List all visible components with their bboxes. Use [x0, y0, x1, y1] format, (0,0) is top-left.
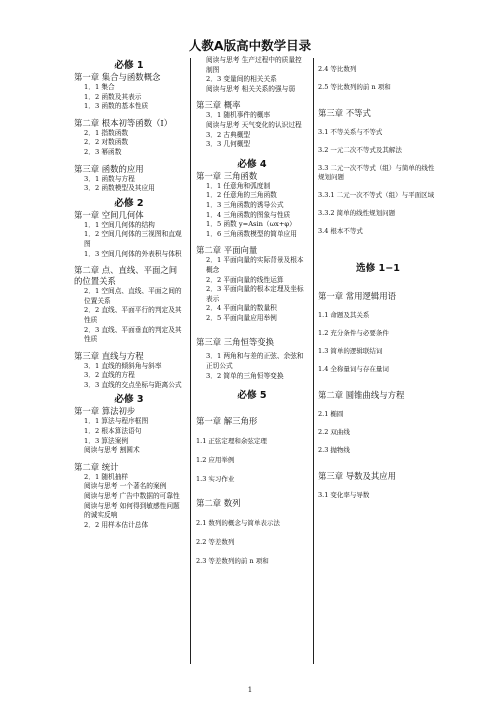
chapter-heading: 第二章 根本初等函数（Ⅰ） — [74, 117, 173, 128]
section-entry: 3.3.1 二元一次不等式（组）与平面区域 — [318, 191, 435, 199]
section-entry: 2．2 直线、平面平行的判定及其性质 — [84, 306, 182, 324]
chapter-heading: 第三章 三角恒等变换 — [196, 337, 275, 348]
section-entry: 2．3 直线、平面垂直的判定及其性质 — [84, 325, 182, 344]
section-entry: 2.5 等比数列的前 n 项和 — [318, 83, 391, 91]
section-entry: 1.4 全称量词与存在量词 — [318, 365, 389, 373]
section-entry: 3．3 几何概型 — [206, 140, 251, 149]
chapter-heading: 第三章 导数及其应用 — [318, 471, 397, 481]
section-entry: 阅读与思考 生产过程中的质量控制图 — [206, 56, 302, 74]
section-entry: 3．2 古典概型 — [206, 130, 251, 139]
section-entry: 2．5 平面向量应用举例 — [206, 313, 277, 322]
volume-heading: 必修 5 — [237, 390, 267, 402]
section-entry: 2．2 用样本估计总体 — [84, 520, 149, 529]
section-entry: 1.1 正弦定理和余弦定理 — [196, 437, 267, 446]
toc-column-2 — [196, 56, 308, 668]
section-entry: 3．2 直线的方程 — [84, 371, 135, 380]
section-entry: 2.3 抛物线 — [318, 446, 350, 454]
volume-heading: 选修 1−1 — [356, 263, 400, 274]
section-entry: 3．1 随机事件的概率 — [206, 111, 271, 120]
chapter-heading: 第二章 数列 — [196, 498, 241, 509]
section-entry: 阅读与思考 割圆术 — [84, 446, 140, 455]
section-entry: 1．2 空间几何体的三视图和直观图 — [84, 230, 182, 248]
section-entry: 2．1 平面向量的实际背景及根本概念 — [206, 256, 304, 274]
section-entry: 1.1 命题及其关系 — [318, 311, 370, 319]
section-entry: 阅读与思考 一个著名的案例 — [84, 482, 167, 491]
section-entry: 1．4 三角函数的图象与性质 — [206, 210, 291, 219]
section-entry: 2．3 平面向量的根本定理及坐标表示 — [206, 285, 304, 303]
section-entry: 阅读与思考 广告中数据的可靠性 — [84, 492, 180, 501]
section-entry: 1.2 充分条件与必要条件 — [318, 329, 389, 337]
volume-heading: 必修 1 — [114, 60, 144, 71]
volume-heading: 必修 2 — [114, 197, 144, 209]
chapter-heading: 第一章 集合与函数概念 — [74, 72, 161, 82]
section-entry: 3.4 根本不等式 — [318, 227, 363, 235]
section-entry: 3.3.2 简单的线性规划问题 — [318, 209, 396, 217]
chapter-heading: 第一章 常用逻辑用语 — [318, 291, 397, 301]
volume-heading: 必修 4 — [237, 158, 267, 170]
section-entry: 2.1 椭圆 — [318, 410, 344, 418]
section-entry: 1．2 函数及其表示 — [84, 92, 142, 101]
toc-column-1 — [74, 56, 184, 668]
section-entry: 2．3 幂函数 — [84, 147, 122, 156]
section-entry: 1．5 函数 y=Asin（ωx+φ） — [206, 220, 296, 229]
chapter-heading: 第一章 算法初步 — [74, 406, 136, 417]
column-divider — [190, 58, 191, 664]
chapter-heading: 第二章 圆锥曲线与方程 — [318, 390, 405, 400]
section-entry: 3．2 函数模型及其应用 — [84, 184, 155, 193]
section-entry: 2．4 平面向量的数量积 — [206, 304, 277, 313]
section-entry: 1.3 简单的逻辑联结词 — [318, 347, 383, 355]
section-entry: 3．1 直线的倾斜角与斜率 — [84, 361, 162, 370]
section-entry: 2.4 等比数列 — [318, 65, 357, 73]
section-entry: 1．2 任意角的三角函数 — [206, 191, 277, 200]
section-entry: 1．3 三角函数的诱导公式 — [206, 200, 284, 209]
chapter-heading: 第一章 三角函数 — [196, 170, 258, 181]
chapter-heading: 第三章 直线与方程 — [74, 350, 144, 361]
section-entry: 阅读与思考 天气变化的认识过程 — [206, 120, 302, 129]
section-entry: 2．3 变量间的相关关系 — [206, 75, 277, 84]
chapter-heading: 第一章 解三角形 — [196, 416, 258, 427]
section-entry: 3．1 两角和与差的正弦、余弦和正切公式 — [206, 352, 304, 371]
page-number: 1 — [247, 686, 253, 694]
chapter-heading: 第二章 统计 — [74, 461, 119, 472]
section-entry: 1．3 函数的基本性质 — [84, 102, 149, 111]
section-entry: 阅读与思考 如何得到敏感性问题的诚实反响 — [84, 501, 180, 520]
section-entry: 阅读与思考 相关关系的强与弱 — [206, 84, 296, 93]
page-title: 人教A版高中数学目录 — [188, 38, 312, 53]
section-entry: 1．1 集合 — [84, 83, 115, 91]
chapter-heading: 第三章 不等式 — [318, 108, 371, 118]
section-entry: 2.1 数列的概念与简单表示法 — [196, 519, 280, 528]
section-entry: 3．1 函数与方程 — [84, 174, 135, 183]
section-entry: 3.1 不等关系与不等式 — [318, 128, 383, 136]
section-entry: 3.2 一元二次不等式及其解法 — [318, 146, 402, 154]
section-entry: 1．6 三角函数模型的简单应用 — [206, 229, 297, 238]
chapter-heading: 第三章 概率 — [196, 100, 241, 111]
section-entry: 1.2 应用举例 — [196, 456, 235, 465]
section-entry: 2.2 双曲线 — [318, 428, 350, 436]
section-entry: 2．2 平面向量的线性运算 — [206, 275, 284, 284]
section-entry: 3．3 直线的交点坐标与距离公式 — [84, 380, 182, 389]
chapter-heading: 第一章 空间几何体 — [74, 209, 144, 220]
chapter-heading: 第二章 点、直线、平面之间的位置关系 — [74, 265, 178, 287]
section-entry: 1.3 实习作业 — [196, 475, 235, 484]
section-entry: 1．1 空间几何体的结构 — [84, 220, 155, 229]
section-entry: 2．1 指数函数 — [84, 128, 129, 137]
toc-column-3 — [318, 56, 438, 668]
section-entry: 1．1 任意角和弧度制 — [206, 181, 271, 190]
section-entry: 1．1 算法与程序框图 — [84, 417, 149, 426]
section-entry: 1．2 根本算法语句 — [84, 427, 142, 436]
section-entry: 1．3 算法案例 — [84, 436, 129, 445]
section-entry: 2.2 等差数列 — [196, 538, 235, 547]
section-entry: 2.3 等差数列的前 n 项和 — [196, 557, 269, 566]
chapter-heading: 第三章 函数的应用 — [74, 163, 144, 174]
volume-heading: 必修 3 — [114, 394, 144, 406]
section-entry: 3.3 二元一次不等式（组）与简单的线性规划问题 — [318, 164, 435, 181]
section-entry: 2．2 对数函数 — [84, 138, 129, 147]
column-divider — [313, 58, 314, 664]
section-entry: 2．1 随机抽样 — [84, 472, 129, 481]
section-entry: 1．3 空间几何体的外表积与体积 — [84, 249, 182, 258]
section-entry: 3.1 变化率与导数 — [318, 491, 370, 499]
chapter-heading: 第二章 平面向量 — [196, 245, 258, 256]
section-entry: 3．2 简单的三角恒等变换 — [206, 371, 284, 380]
section-entry: 2．1 空间点、直线、平面之间的位置关系 — [84, 287, 182, 305]
